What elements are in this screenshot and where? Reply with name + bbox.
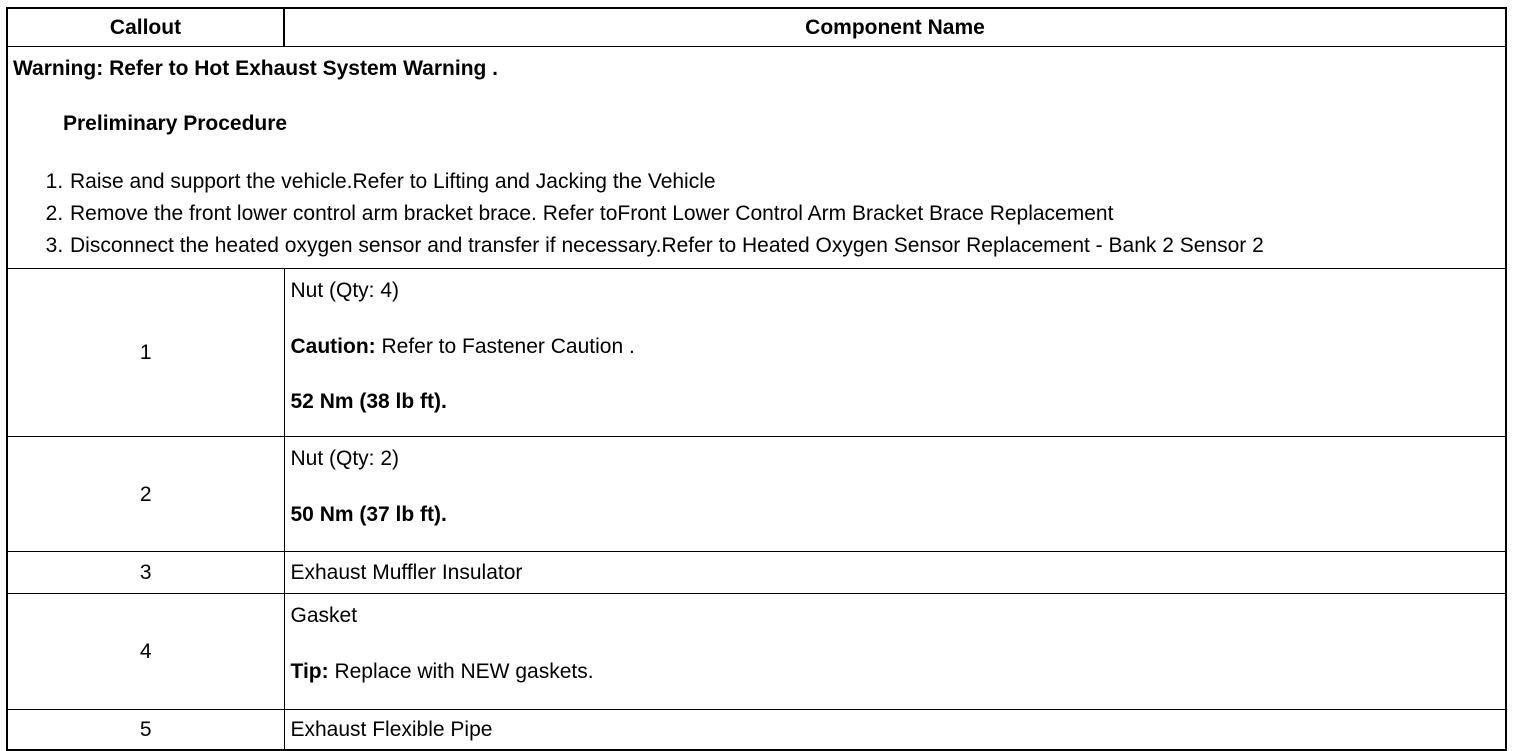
component-name: Exhaust Flexible Pipe xyxy=(290,718,493,742)
table-row xyxy=(7,552,1506,594)
component-cell xyxy=(284,594,1506,710)
caution-label: Caution: xyxy=(290,334,376,358)
tip-label: Tip: xyxy=(290,659,329,683)
component-table xyxy=(6,7,1507,751)
preliminary-row xyxy=(7,47,1506,269)
procedure-step: 3. Disconnect the heated oxygen sensor and transfer if necessary.Refer to Heated Oxygen Sensor Replacement - Bank 2 Sensor 2 xyxy=(69,230,1499,262)
warning-line xyxy=(13,56,1499,81)
procedure-steps-list xyxy=(13,166,1499,262)
table-row xyxy=(7,594,1506,710)
callout-column-header: Callout xyxy=(7,8,284,47)
tip-note xyxy=(291,659,1500,684)
table-row xyxy=(7,437,1506,552)
preliminary-procedure-cell xyxy=(7,47,1506,269)
warning-label: Warning: xyxy=(13,57,104,80)
table-row xyxy=(7,269,1506,437)
callout-number: 5 xyxy=(7,710,284,751)
torque-spec: 50 Nm (37 lb ft). xyxy=(290,502,447,526)
table-header-row xyxy=(7,8,1506,47)
component-cell xyxy=(284,552,1506,594)
procedure-step: 2. Remove the front lower control arm bracket brace. Refer toFront Lower Control Arm Bracket Brace Replacement xyxy=(69,198,1499,230)
callout-number: 2 xyxy=(7,437,284,552)
component-cell xyxy=(284,269,1506,437)
callout-number: 1 xyxy=(7,269,284,437)
preliminary-procedure-title: Preliminary Procedure xyxy=(63,112,288,136)
warning-link[interactable]: Refer to Hot Exhaust System Warning . xyxy=(109,57,499,80)
component-cell xyxy=(284,710,1506,751)
component-name-column-header: Component Name xyxy=(284,8,1506,47)
caution-link[interactable]: Refer to Fastener Caution . xyxy=(381,334,635,358)
component-name: Nut (Qty: 4) xyxy=(290,279,400,303)
callout-number: 4 xyxy=(7,594,284,710)
component-name: Nut (Qty: 2) xyxy=(290,447,400,471)
caution-note xyxy=(291,334,1500,359)
procedure-step: 1. Raise and support the vehicle.Refer to Lifting and Jacking the Vehicle xyxy=(69,166,1499,198)
table-row xyxy=(7,710,1506,751)
callout-number: 3 xyxy=(7,552,284,594)
tip-text: Replace with NEW gaskets. xyxy=(334,659,594,683)
component-name: Gasket xyxy=(290,604,358,628)
component-name: Exhaust Muffler Insulator xyxy=(290,561,523,585)
component-cell xyxy=(284,437,1506,552)
torque-spec: 52 Nm (38 lb ft). xyxy=(290,389,447,413)
